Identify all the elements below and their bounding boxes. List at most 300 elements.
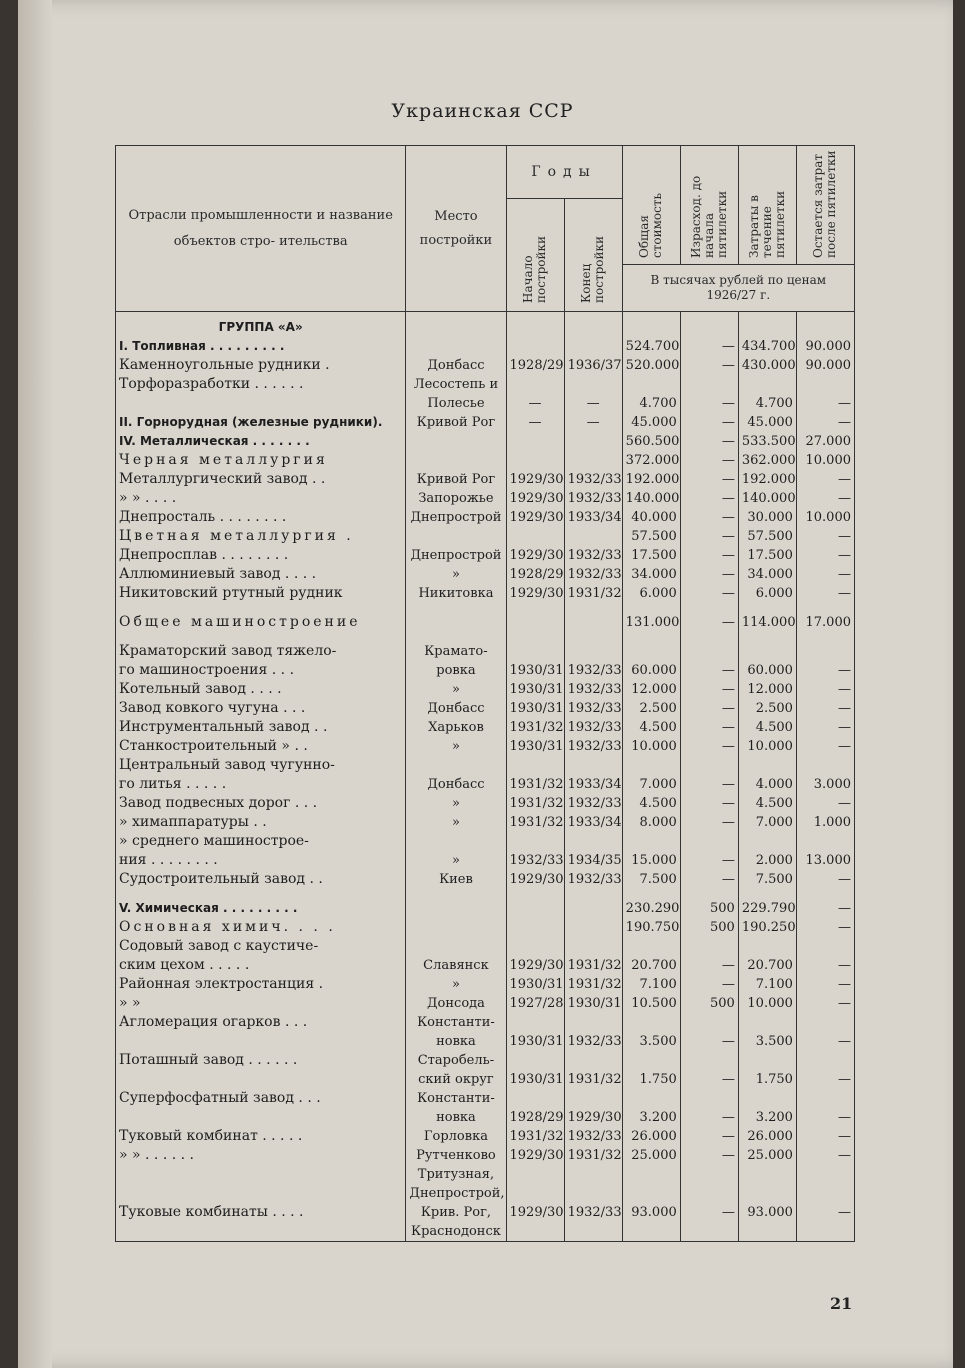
header-spent-during: Затраты в течение пятилетки <box>738 146 796 265</box>
row-start-year <box>506 603 564 613</box>
table-row <box>116 394 855 413</box>
table-row <box>116 1146 855 1165</box>
row-name: Основная химич. . . . <box>116 918 406 937</box>
row-remaining-after <box>796 889 854 899</box>
row-spent-before <box>680 375 738 394</box>
row-total-cost <box>622 937 680 956</box>
row-remaining-after: — <box>796 699 854 718</box>
row-start-year: 1930/31 <box>506 975 564 994</box>
row-start-year: 1931/32 <box>506 794 564 813</box>
row-start-year: 1929/30 <box>506 546 564 565</box>
table-row <box>116 899 855 918</box>
row-start-year <box>506 1222 564 1242</box>
row-total-cost: 140.000 <box>622 489 680 508</box>
table-row <box>116 994 855 1013</box>
row-end-year <box>564 451 622 470</box>
row-end-year: 1931/32 <box>564 1146 622 1165</box>
table-row <box>116 312 855 338</box>
row-total-cost: 12.000 <box>622 680 680 699</box>
row-name: Завод подвесных дорог . . . <box>116 794 406 813</box>
row-total-cost: 7.100 <box>622 975 680 994</box>
row-total-cost: 7.000 <box>622 775 680 794</box>
row-start-year <box>506 632 564 642</box>
row-spent-during <box>738 312 796 338</box>
row-spent-before: — <box>680 870 738 889</box>
row-start-year <box>506 1184 564 1203</box>
row-spent-during: 114.000 <box>738 613 796 632</box>
row-end-year: 1932/33 <box>564 1032 622 1051</box>
row-remaining-after: — <box>796 1127 854 1146</box>
row-remaining-after: — <box>796 1070 854 1089</box>
row-spent-during: 7.500 <box>738 870 796 889</box>
page-number: 21 <box>830 1294 853 1313</box>
table-row <box>116 680 855 699</box>
row-end-year <box>564 832 622 851</box>
table-row <box>116 1222 855 1242</box>
row-total-cost: 15.000 <box>622 851 680 870</box>
row-spent-before: 500 <box>680 994 738 1013</box>
row-remaining-after: — <box>796 470 854 489</box>
table-row <box>116 603 855 613</box>
row-place: Лесостепь и <box>406 375 506 394</box>
row-end-year <box>564 918 622 937</box>
row-place <box>406 889 506 899</box>
row-end-year <box>564 1013 622 1032</box>
row-place: Тритузная, <box>406 1165 506 1184</box>
row-start-year <box>506 899 564 918</box>
row-total-cost: 4.700 <box>622 394 680 413</box>
row-spent-during: 1.750 <box>738 1070 796 1089</box>
table-row <box>116 613 855 632</box>
row-name: Общее машиностроение <box>116 613 406 632</box>
row-spent-before: — <box>680 584 738 603</box>
row-end-year: 1932/33 <box>564 489 622 508</box>
row-remaining-after <box>796 632 854 642</box>
row-spent-during <box>738 1013 796 1032</box>
row-place: Донбасс <box>406 699 506 718</box>
table-row <box>116 1013 855 1032</box>
row-place: Старобель- <box>406 1051 506 1070</box>
row-start-year: 1928/29 <box>506 1108 564 1127</box>
row-spent-during <box>738 889 796 899</box>
row-remaining-after: — <box>796 489 854 508</box>
row-spent-before <box>680 603 738 613</box>
row-name: V. Химическая . . . . . . . . . <box>116 899 406 918</box>
row-end-year <box>564 613 622 632</box>
row-total-cost: 190.750 <box>622 918 680 937</box>
row-spent-during: 434.700 <box>738 337 796 356</box>
row-remaining-after <box>796 603 854 613</box>
row-start-year <box>506 1013 564 1032</box>
row-place: Константи- <box>406 1013 506 1032</box>
row-name: Никитовский ртутный рудник <box>116 584 406 603</box>
row-place: Кривой Рог <box>406 470 506 489</box>
row-total-cost: 17.500 <box>622 546 680 565</box>
row-place <box>406 918 506 937</box>
row-spent-during: 10.000 <box>738 737 796 756</box>
row-end-year <box>564 756 622 775</box>
row-name: Туковый комбинат . . . . . <box>116 1127 406 1146</box>
row-spent-before <box>680 937 738 956</box>
row-start-year: 1931/32 <box>506 718 564 737</box>
row-start-year <box>506 527 564 546</box>
row-spent-before <box>680 1089 738 1108</box>
row-place <box>406 937 506 956</box>
row-total-cost: 372.000 <box>622 451 680 470</box>
book-spine-shadow <box>18 0 52 1368</box>
row-spent-during: 4.500 <box>738 718 796 737</box>
row-spent-before: — <box>680 699 738 718</box>
table-row <box>116 718 855 737</box>
row-total-cost: 3.500 <box>622 1032 680 1051</box>
row-place: » <box>406 813 506 832</box>
row-start-year: 1930/31 <box>506 680 564 699</box>
table-row <box>116 508 855 527</box>
row-start-year <box>506 613 564 632</box>
row-spent-before: — <box>680 956 738 975</box>
row-name: » » . . . . <box>116 489 406 508</box>
row-place: Крамато- <box>406 642 506 661</box>
row-start-year: 1932/33 <box>506 851 564 870</box>
header-industry: Отрасли промышленности и название объектов стро- ительства <box>116 146 406 312</box>
row-spent-before <box>680 1222 738 1242</box>
row-spent-during <box>738 937 796 956</box>
row-end-year: 1930/31 <box>564 994 622 1013</box>
row-end-year <box>564 1089 622 1108</box>
row-end-year: — <box>564 394 622 413</box>
row-start-year: 1929/30 <box>506 584 564 603</box>
row-start-year: 1930/31 <box>506 661 564 680</box>
row-spent-during <box>738 1222 796 1242</box>
row-start-year: 1929/30 <box>506 1146 564 1165</box>
table-row <box>116 975 855 994</box>
row-name: Инструментальный завод . . <box>116 718 406 737</box>
row-spent-during: 7.100 <box>738 975 796 994</box>
row-name: Днепросталь . . . . . . . . <box>116 508 406 527</box>
row-remaining-after: 27.000 <box>796 432 854 451</box>
row-end-year: 1932/33 <box>564 794 622 813</box>
row-place <box>406 832 506 851</box>
row-spent-before <box>680 832 738 851</box>
row-name: ГРУППА «А» <box>116 312 406 338</box>
row-spent-during <box>738 632 796 642</box>
row-total-cost: 20.700 <box>622 956 680 975</box>
row-spent-during <box>738 756 796 775</box>
row-name <box>116 889 406 899</box>
row-name: » химаппаратуры . . <box>116 813 406 832</box>
row-spent-during: 34.000 <box>738 565 796 584</box>
row-end-year: 1934/35 <box>564 851 622 870</box>
row-spent-during: 229.790 <box>738 899 796 918</box>
row-total-cost <box>622 632 680 642</box>
row-name: » среднего машинострое- <box>116 832 406 851</box>
table-row <box>116 337 855 356</box>
row-spent-during: 93.000 <box>738 1203 796 1222</box>
row-spent-before: — <box>680 975 738 994</box>
row-remaining-after: — <box>796 994 854 1013</box>
table-row <box>116 1108 855 1127</box>
row-spent-during: 25.000 <box>738 1146 796 1165</box>
row-end-year <box>564 899 622 918</box>
row-spent-during: 362.000 <box>738 451 796 470</box>
row-place <box>406 756 506 775</box>
row-total-cost: 45.000 <box>622 413 680 432</box>
header-place: Место постройки <box>406 146 506 312</box>
table-row <box>116 546 855 565</box>
row-remaining-after <box>796 1184 854 1203</box>
row-spent-before: — <box>680 813 738 832</box>
row-remaining-after <box>796 1165 854 1184</box>
row-start-year: 1930/31 <box>506 1032 564 1051</box>
row-name: го машиностроения . . . <box>116 661 406 680</box>
table-row <box>116 1184 855 1203</box>
row-total-cost: 560.500 <box>622 432 680 451</box>
table-row <box>116 642 855 661</box>
row-start-year: 1931/32 <box>506 813 564 832</box>
row-remaining-after <box>796 937 854 956</box>
row-spent-during: 17.500 <box>738 546 796 565</box>
row-spent-before: — <box>680 1127 738 1146</box>
table-row <box>116 527 855 546</box>
row-end-year: 1932/33 <box>564 699 622 718</box>
row-name <box>116 1184 406 1203</box>
row-place: ский округ <box>406 1070 506 1089</box>
table-row <box>116 775 855 794</box>
row-name: Краматорский завод тяжело- <box>116 642 406 661</box>
row-spent-during <box>738 603 796 613</box>
row-remaining-after: — <box>796 527 854 546</box>
table-row <box>116 1051 855 1070</box>
row-spent-during: 140.000 <box>738 489 796 508</box>
row-name: Аллюминиевый завод . . . . <box>116 565 406 584</box>
row-spent-before <box>680 642 738 661</box>
row-total-cost: 25.000 <box>622 1146 680 1165</box>
row-remaining-after: — <box>796 899 854 918</box>
row-name: го литья . . . . . <box>116 775 406 794</box>
row-start-year <box>506 432 564 451</box>
row-spent-before: — <box>680 680 738 699</box>
row-total-cost: 34.000 <box>622 565 680 584</box>
row-name: Районная электростанция . <box>116 975 406 994</box>
row-end-year <box>564 527 622 546</box>
table-row <box>116 1032 855 1051</box>
row-place: Запорожье <box>406 489 506 508</box>
row-remaining-after: — <box>796 584 854 603</box>
row-spent-during: 4.700 <box>738 394 796 413</box>
row-spent-during <box>738 1089 796 1108</box>
row-spent-before: — <box>680 1032 738 1051</box>
row-place: Константи- <box>406 1089 506 1108</box>
row-place: Днепрострой <box>406 508 506 527</box>
row-remaining-after <box>796 1013 854 1032</box>
row-end-year: 1931/32 <box>564 956 622 975</box>
row-place: » <box>406 975 506 994</box>
row-place <box>406 451 506 470</box>
row-spent-during: 4.000 <box>738 775 796 794</box>
row-total-cost <box>622 603 680 613</box>
row-total-cost: 3.200 <box>622 1108 680 1127</box>
row-total-cost <box>622 832 680 851</box>
row-place <box>406 632 506 642</box>
row-total-cost: 40.000 <box>622 508 680 527</box>
row-spent-during: 7.000 <box>738 813 796 832</box>
row-remaining-after: — <box>796 918 854 937</box>
row-spent-during: 3.200 <box>738 1108 796 1127</box>
row-name <box>116 1222 406 1242</box>
row-place: Киев <box>406 870 506 889</box>
table-row <box>116 937 855 956</box>
row-total-cost: 524.700 <box>622 337 680 356</box>
row-total-cost <box>622 1165 680 1184</box>
table-row <box>116 470 855 489</box>
row-spent-during: 45.000 <box>738 413 796 432</box>
row-name <box>116 1070 406 1089</box>
table-row <box>116 918 855 937</box>
row-place <box>406 603 506 613</box>
row-start-year: — <box>506 413 564 432</box>
row-place: » <box>406 851 506 870</box>
table-row <box>116 794 855 813</box>
row-end-year <box>564 1051 622 1070</box>
row-spent-before <box>680 889 738 899</box>
row-name: Туковые комбинаты . . . . <box>116 1203 406 1222</box>
row-place: Донбасс <box>406 356 506 375</box>
row-start-year: 1929/30 <box>506 1203 564 1222</box>
row-place: Донбасс <box>406 775 506 794</box>
row-start-year <box>506 889 564 899</box>
row-end-year: 1933/34 <box>564 775 622 794</box>
row-spent-before <box>680 1184 738 1203</box>
row-total-cost: 192.000 <box>622 470 680 489</box>
row-remaining-after <box>796 1051 854 1070</box>
row-spent-before <box>680 1165 738 1184</box>
row-place: Харьков <box>406 718 506 737</box>
row-remaining-after: — <box>796 1203 854 1222</box>
row-remaining-after <box>796 756 854 775</box>
row-end-year: 1931/32 <box>564 975 622 994</box>
row-end-year: 1936/37 <box>564 356 622 375</box>
row-total-cost <box>622 312 680 338</box>
row-remaining-after <box>796 832 854 851</box>
row-spent-during <box>738 375 796 394</box>
row-spent-before: — <box>680 794 738 813</box>
row-start-year <box>506 1165 564 1184</box>
row-name: IV. Металлическая . . . . . . . <box>116 432 406 451</box>
row-start-year <box>506 832 564 851</box>
row-spent-before: — <box>680 1108 738 1127</box>
row-name: Каменноугольные рудники . <box>116 356 406 375</box>
row-end-year: 1929/30 <box>564 1108 622 1127</box>
row-start-year: — <box>506 394 564 413</box>
row-end-year: 1932/33 <box>564 680 622 699</box>
table-row <box>116 1203 855 1222</box>
row-spent-during <box>738 642 796 661</box>
row-remaining-after: — <box>796 870 854 889</box>
row-end-year <box>564 642 622 661</box>
table-row <box>116 870 855 889</box>
row-end-year: 1932/33 <box>564 470 622 489</box>
row-start-year <box>506 1089 564 1108</box>
row-spent-before: — <box>680 851 738 870</box>
row-spent-before: — <box>680 661 738 680</box>
row-total-cost: 8.000 <box>622 813 680 832</box>
row-place <box>406 527 506 546</box>
row-start-year <box>506 937 564 956</box>
row-name: ским цехом . . . . . <box>116 956 406 975</box>
row-total-cost <box>622 375 680 394</box>
row-remaining-after: — <box>796 413 854 432</box>
row-spent-during <box>738 832 796 851</box>
row-end-year <box>564 1222 622 1242</box>
row-end-year: 1931/32 <box>564 584 622 603</box>
row-place: Никитовка <box>406 584 506 603</box>
row-place: новка <box>406 1032 506 1051</box>
table-row <box>116 584 855 603</box>
row-remaining-after <box>796 312 854 338</box>
row-spent-during: 190.250 <box>738 918 796 937</box>
table-body <box>116 312 855 1242</box>
row-total-cost <box>622 889 680 899</box>
header-end-year: Конец постройки <box>564 199 622 312</box>
header-years: Годы <box>506 146 622 199</box>
row-spent-before: — <box>680 1146 738 1165</box>
row-end-year: — <box>564 413 622 432</box>
table-row <box>116 813 855 832</box>
header-units: В тысячах рублей по ценам 1926/27 г. <box>622 265 854 312</box>
row-name <box>116 394 406 413</box>
row-end-year <box>564 937 622 956</box>
row-start-year: 1930/31 <box>506 737 564 756</box>
row-total-cost <box>622 642 680 661</box>
row-remaining-after <box>796 1222 854 1242</box>
row-place: Днепрострой, <box>406 1184 506 1203</box>
header-spent-before: Израсход. до начала пятилетки <box>680 146 738 265</box>
row-name: » » <box>116 994 406 1013</box>
row-name <box>116 1032 406 1051</box>
row-spent-before: — <box>680 470 738 489</box>
row-total-cost: 131.000 <box>622 613 680 632</box>
row-remaining-after: — <box>796 680 854 699</box>
row-total-cost: 7.500 <box>622 870 680 889</box>
row-start-year: 1931/32 <box>506 775 564 794</box>
row-end-year <box>564 1165 622 1184</box>
row-spent-before <box>680 1013 738 1032</box>
row-remaining-after: — <box>796 737 854 756</box>
row-place: Полесье <box>406 394 506 413</box>
row-spent-before: — <box>680 565 738 584</box>
row-end-year <box>564 603 622 613</box>
row-name: Цветная металлургия . <box>116 527 406 546</box>
row-name: ния . . . . . . . . <box>116 851 406 870</box>
row-end-year: 1932/33 <box>564 737 622 756</box>
row-spent-during: 30.000 <box>738 508 796 527</box>
construction-table <box>115 145 855 1242</box>
row-total-cost: 2.500 <box>622 699 680 718</box>
row-place: » <box>406 737 506 756</box>
row-spent-during: 57.500 <box>738 527 796 546</box>
row-remaining-after: — <box>796 794 854 813</box>
row-name: Торфоразработки . . . . . . <box>116 375 406 394</box>
table-row <box>116 737 855 756</box>
row-spent-before <box>680 632 738 642</box>
row-start-year <box>506 375 564 394</box>
row-remaining-after: — <box>796 565 854 584</box>
row-spent-during: 430.000 <box>738 356 796 375</box>
row-spent-before <box>680 1051 738 1070</box>
row-spent-before: 500 <box>680 918 738 937</box>
header-remaining-after: Остается затрат после пятилетки <box>796 146 854 265</box>
row-remaining-after: 90.000 <box>796 356 854 375</box>
